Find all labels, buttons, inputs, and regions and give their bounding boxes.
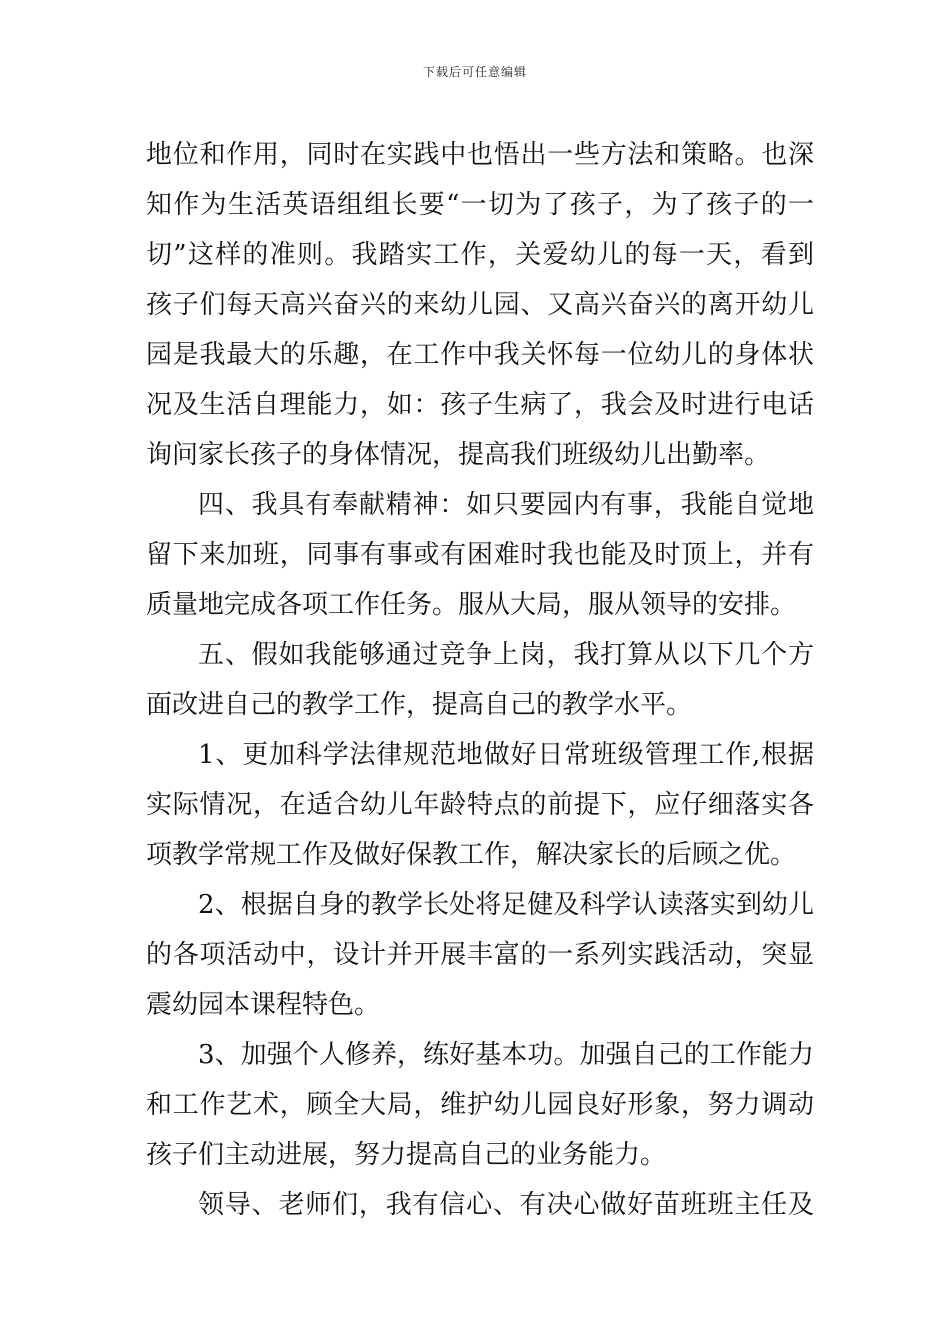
- text-line: 询问家长孩子的身体情况，提高我们班级幼儿出勤率。: [146, 440, 771, 470]
- text-line: 3、加强个人修养，练好基本功。加强自己的工作能力: [198, 1040, 814, 1070]
- text-line: 园是我最大的乐趣，在工作中我关怀每一位幼儿的身体状: [146, 340, 814, 370]
- text-line: 2、根据自身的教学长处将足健及科学认读落实到幼儿: [198, 890, 814, 920]
- text-line: 知作为生活英语组组长要“一切为了孩子，为了孩子的一: [146, 190, 814, 220]
- text-line: 的各项活动中，设计并开展丰富的一系列实践活动，突显: [146, 940, 814, 970]
- document-body: [146, 130, 814, 1230]
- text-line: 切”这样的准则。我踏实工作，关爱幼儿的每一天，看到: [146, 240, 814, 270]
- text-line: 1、更加科学法律规范地做好日常班级管理工作,根据: [198, 740, 814, 770]
- text-line: 五、假如我能够通过竞争上岗，我打算从以下几个方: [198, 640, 814, 670]
- text-line: 况及生活自理能力，如：孩子生病了，我会及时进行电话: [146, 390, 814, 420]
- text-line: 四、我具有奉献精神：如只要园内有事，我能自觉地: [198, 490, 814, 520]
- text-line: 领导、老师们，我有信心、有决心做好苗班班主任及: [198, 1190, 814, 1220]
- text-line: 质量地完成各项工作任务。服从大局，服从领导的安排。: [146, 590, 797, 620]
- text-line: 孩子们每天高兴奋兴的来幼儿园、又高兴奋兴的离开幼儿: [146, 290, 814, 320]
- text-line: 实际情况，在适合幼儿年龄特点的前提下，应仔细落实各: [146, 790, 814, 820]
- text-line: 项教学常规工作及做好保教工作，解决家长的后顾之优。: [146, 840, 797, 870]
- text-line: 留下来加班，同事有事或有困难时我也能及时顶上，并有: [146, 540, 814, 570]
- text-line: 地位和作用，同时在实践中也悟出一些方法和策略。也深: [146, 140, 814, 170]
- text-line: 和工作艺术，顾全大局，维护幼儿园良好形象，努力调动: [146, 1090, 814, 1120]
- page-header: 下载后可任意编辑: [422, 65, 527, 79]
- text-line: 震幼园本课程特色。: [146, 990, 381, 1020]
- text-line: 面改进自己的教学工作，提高自己的教学水平。: [146, 690, 693, 720]
- text-line: 孩子们主动进展，努力提高自己的业务能力。: [146, 1140, 667, 1170]
